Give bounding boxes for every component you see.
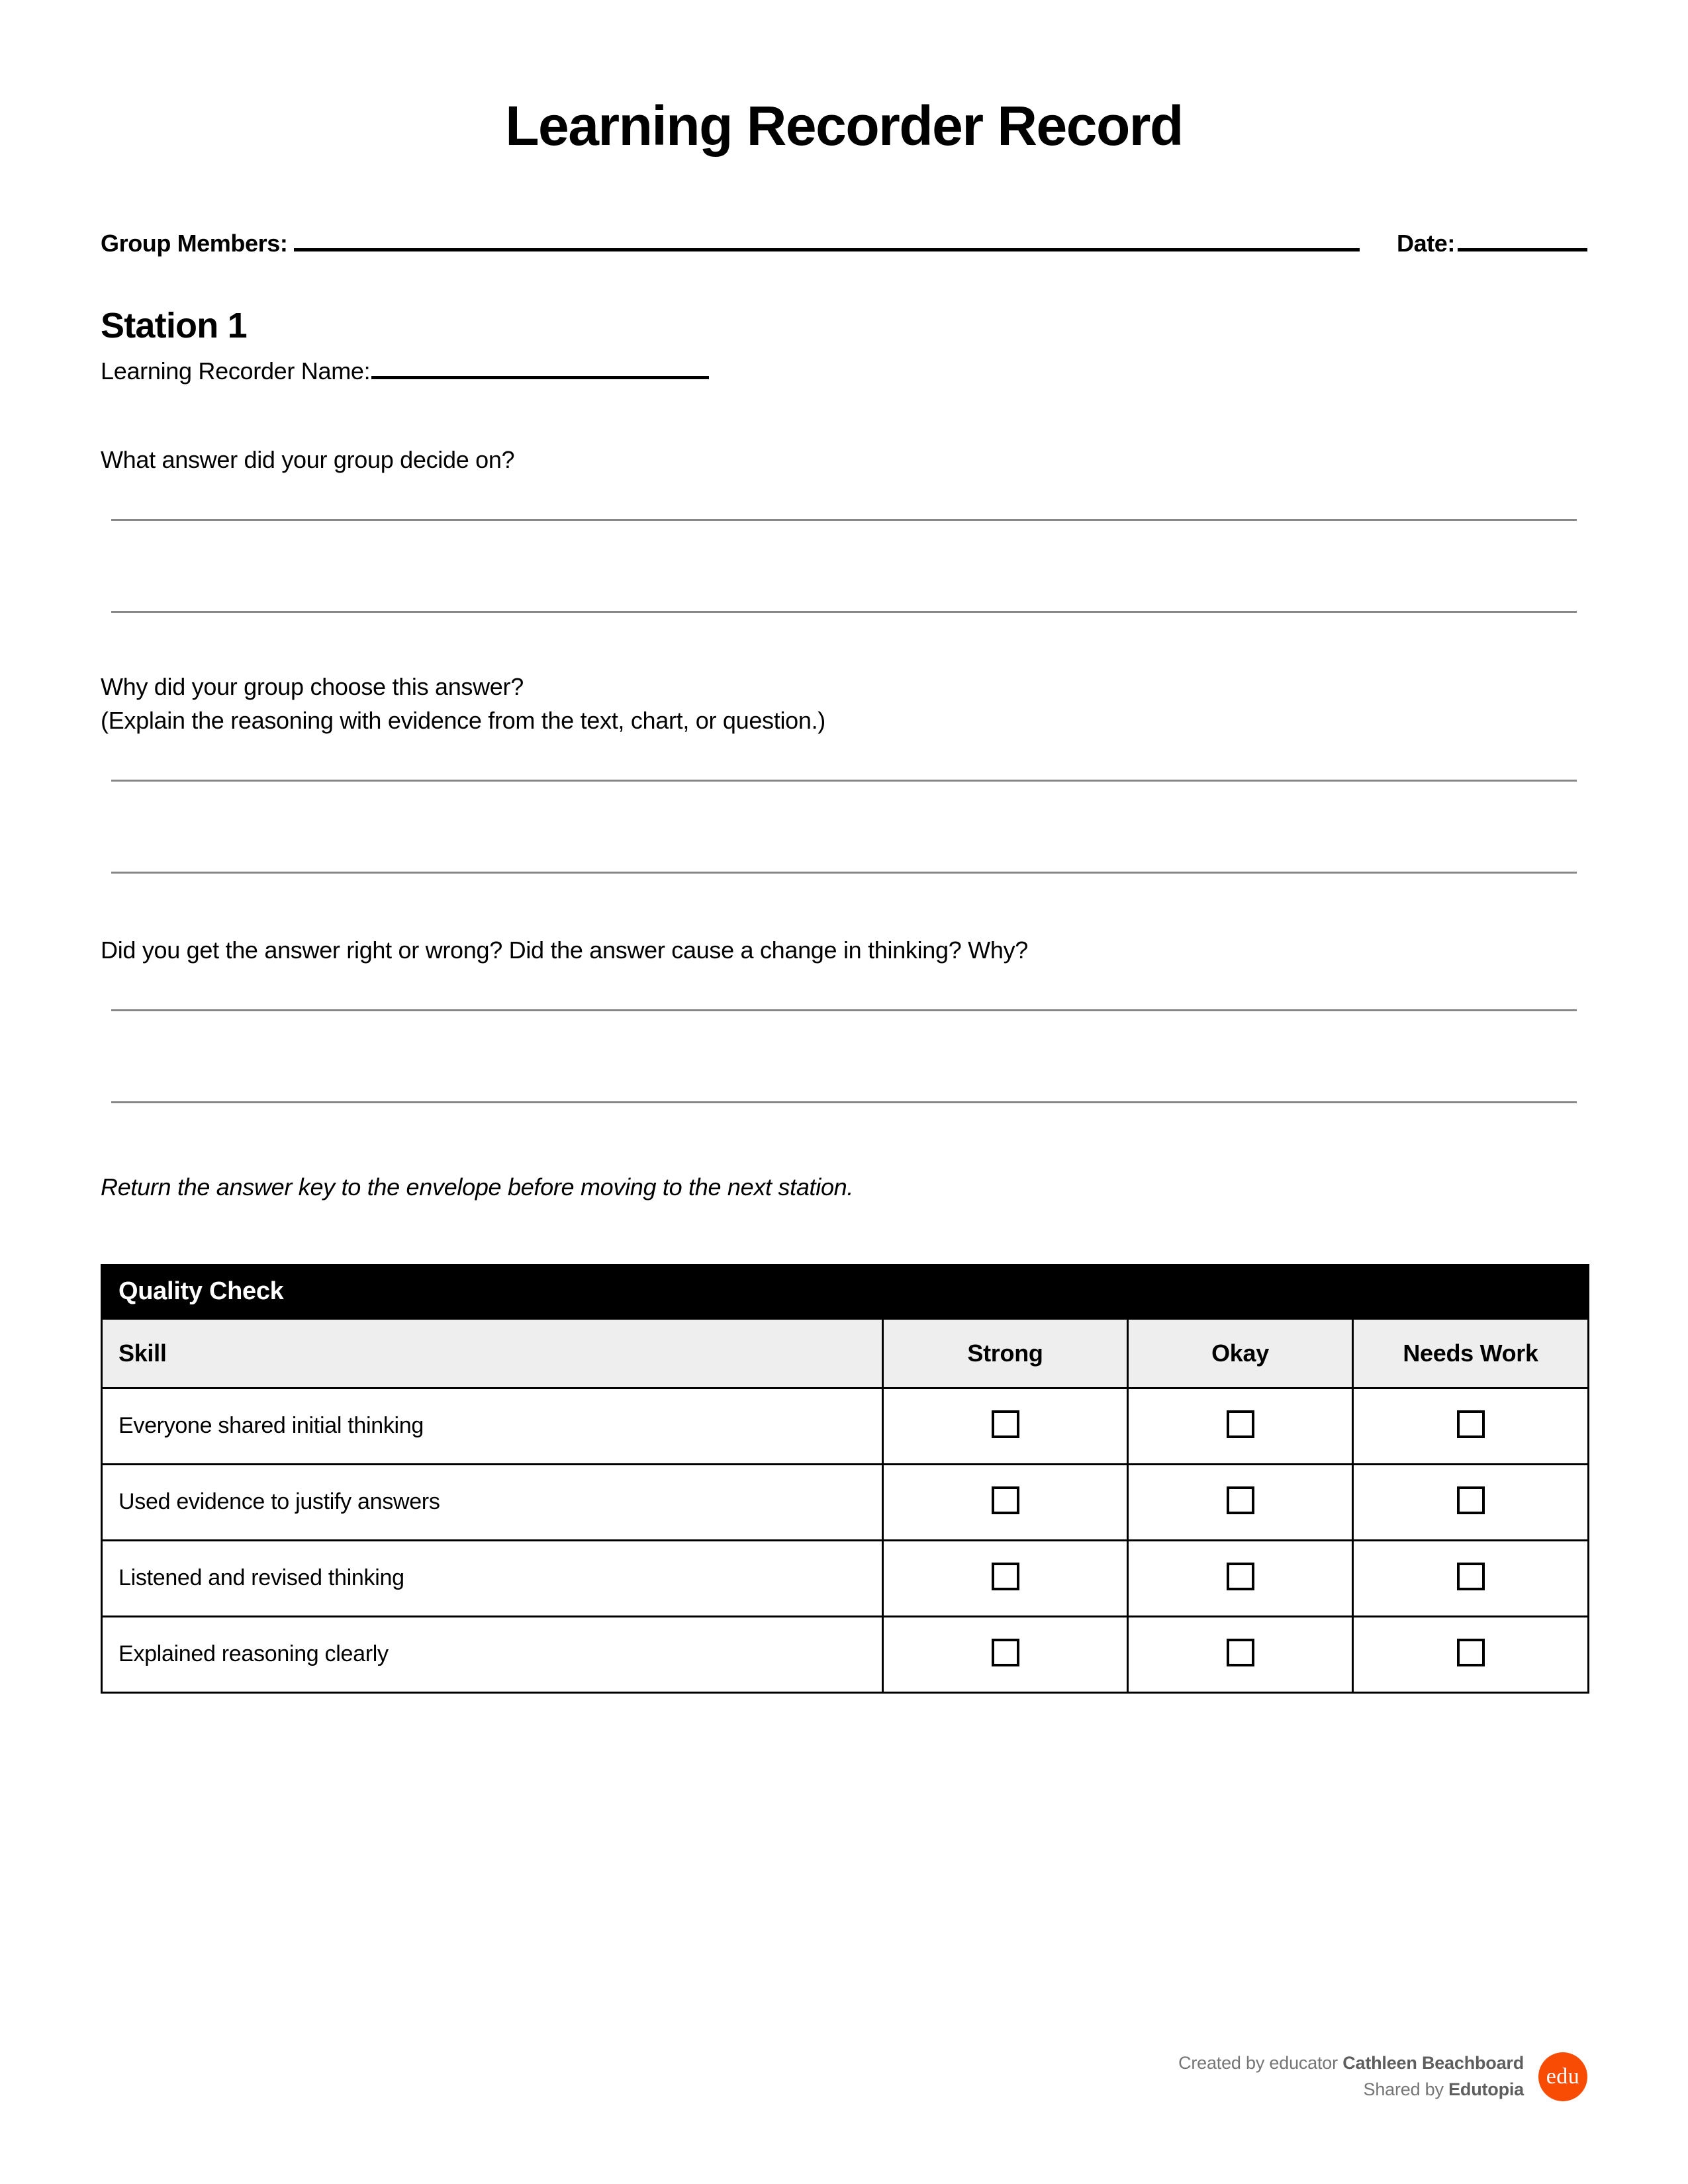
answer-line[interactable] xyxy=(111,1009,1577,1011)
rating-cell-okay[interactable] xyxy=(1128,1540,1353,1616)
column-header-okay: Okay xyxy=(1128,1318,1353,1388)
footer-created-line xyxy=(1178,2050,1524,2077)
recorder-name-input-line[interactable] xyxy=(371,376,709,379)
question-block-1 xyxy=(101,443,1587,613)
checkbox-icon[interactable] xyxy=(1457,1486,1485,1514)
table-row xyxy=(102,1616,1589,1692)
footer xyxy=(1178,2050,1587,2103)
rating-cell-strong[interactable] xyxy=(883,1464,1128,1540)
meta-row xyxy=(101,232,1587,255)
checkbox-icon[interactable] xyxy=(1457,1639,1485,1666)
skill-label: Explained reasoning clearly xyxy=(102,1616,883,1692)
question-2-answer-lines xyxy=(101,780,1587,874)
checkbox-icon[interactable] xyxy=(992,1639,1019,1666)
rating-cell-okay[interactable] xyxy=(1128,1616,1353,1692)
edutopia-logo-text: edu xyxy=(1546,2064,1580,2089)
date-label: Date: xyxy=(1396,230,1455,257)
rating-cell-needs-work[interactable] xyxy=(1353,1388,1589,1464)
checkbox-icon[interactable] xyxy=(992,1563,1019,1590)
footer-shared-line xyxy=(1178,2077,1524,2103)
quality-check-header-row xyxy=(102,1318,1589,1388)
question-3-answer-lines xyxy=(101,1009,1587,1103)
date-input-line[interactable] xyxy=(1458,248,1587,251)
edutopia-logo-icon xyxy=(1538,2052,1587,2101)
rating-cell-needs-work[interactable] xyxy=(1353,1540,1589,1616)
footer-credits xyxy=(1178,2050,1524,2103)
question-block-2 xyxy=(101,670,1587,874)
checkbox-icon[interactable] xyxy=(1457,1563,1485,1590)
footer-author-name: Cathleen Beachboard xyxy=(1342,2053,1524,2073)
rating-cell-okay[interactable] xyxy=(1128,1464,1353,1540)
footer-org-name: Edutopia xyxy=(1448,2079,1524,2100)
rating-cell-needs-work[interactable] xyxy=(1353,1616,1589,1692)
question-2-subprompt: (Explain the reasoning with evidence from the text, chart, or question.) xyxy=(101,706,825,734)
column-header-strong: Strong xyxy=(883,1318,1128,1388)
skill-label: Used evidence to justify answers xyxy=(102,1464,883,1540)
checkbox-icon[interactable] xyxy=(992,1486,1019,1514)
checkbox-icon[interactable] xyxy=(1227,1486,1254,1514)
skill-label: Everyone shared initial thinking xyxy=(102,1388,883,1464)
quality-check-table xyxy=(101,1264,1589,1694)
question-3-prompt: Did you get the answer right or wrong? Did the answer cause a change in thinking? Why? xyxy=(101,936,1028,964)
quality-check-banner-row xyxy=(102,1265,1589,1318)
question-block-3 xyxy=(101,933,1587,1103)
footer-created-prefix: Created by educator xyxy=(1178,2053,1343,2073)
station-heading: Station 1 xyxy=(101,306,247,345)
answer-line[interactable] xyxy=(111,611,1577,613)
recorder-name-row xyxy=(101,359,1587,383)
group-members-label: Group Members: xyxy=(101,230,288,257)
question-2-prompt: Why did your group choose this answer? xyxy=(101,672,524,700)
question-1-answer-lines xyxy=(101,519,1587,613)
quality-check-banner: Quality Check xyxy=(102,1265,1589,1318)
rating-cell-strong[interactable] xyxy=(883,1616,1128,1692)
skill-label: Listened and revised thinking xyxy=(102,1540,883,1616)
answer-line[interactable] xyxy=(111,519,1577,521)
checkbox-icon[interactable] xyxy=(1227,1639,1254,1666)
rating-cell-okay[interactable] xyxy=(1128,1388,1353,1464)
page-title: Learning Recorder Record xyxy=(505,95,1183,157)
checkbox-icon[interactable] xyxy=(1227,1563,1254,1590)
checkbox-icon[interactable] xyxy=(1457,1410,1485,1438)
answer-line[interactable] xyxy=(111,872,1577,874)
return-answer-key-note: Return the answer key to the envelope before moving to the next station. xyxy=(101,1173,854,1201)
table-row xyxy=(102,1540,1589,1616)
table-row xyxy=(102,1388,1589,1464)
table-row xyxy=(102,1464,1589,1540)
checkbox-icon[interactable] xyxy=(992,1410,1019,1438)
footer-shared-prefix: Shared by xyxy=(1363,2079,1449,2100)
recorder-name-label: Learning Recorder Name: xyxy=(101,357,371,385)
column-header-skill: Skill xyxy=(102,1318,883,1388)
checkbox-icon[interactable] xyxy=(1227,1410,1254,1438)
rating-cell-strong[interactable] xyxy=(883,1540,1128,1616)
rating-cell-needs-work[interactable] xyxy=(1353,1464,1589,1540)
answer-line[interactable] xyxy=(111,780,1577,782)
question-1-prompt: What answer did your group decide on? xyxy=(101,445,515,473)
column-header-needs-work: Needs Work xyxy=(1353,1318,1589,1388)
rating-cell-strong[interactable] xyxy=(883,1388,1128,1464)
group-members-input-line[interactable] xyxy=(294,248,1360,251)
